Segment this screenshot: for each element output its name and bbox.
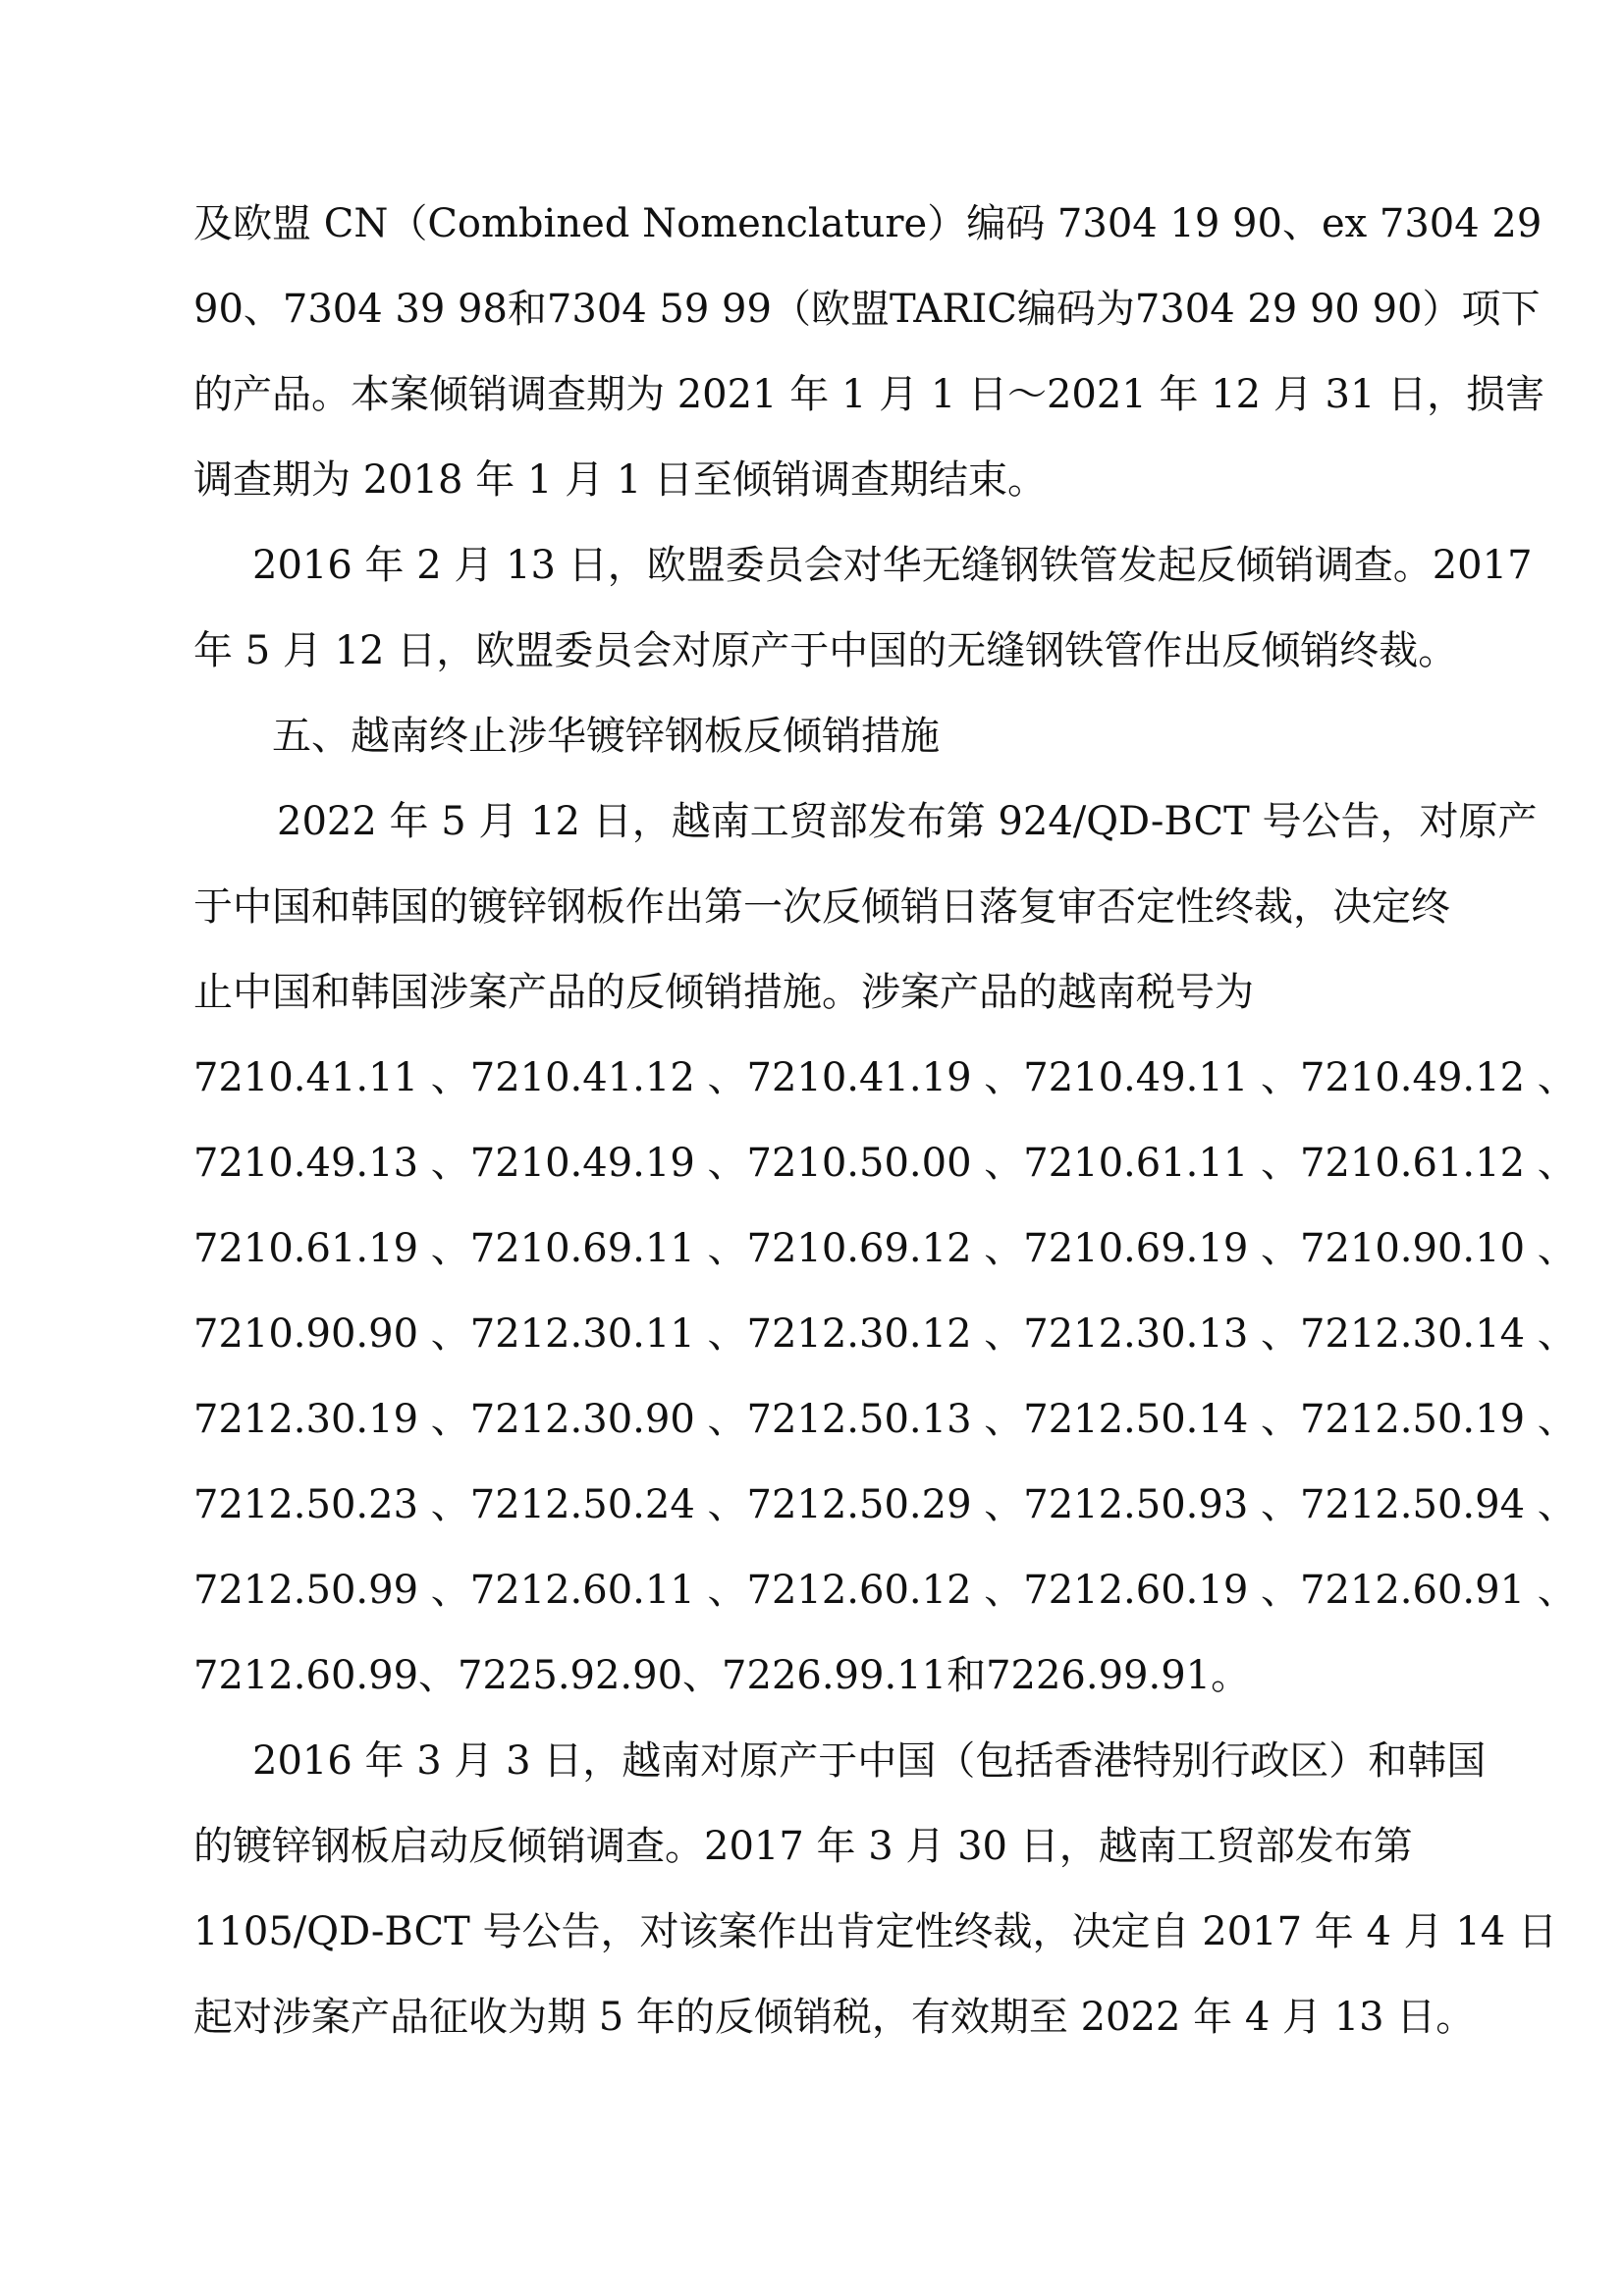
tariff-code: 7212.60.12 、 (746, 1568, 1024, 1613)
tariff-code: 7212.60.91 、 (1300, 1568, 1577, 1613)
section-heading: 五、越南终止涉华镀锌钢板反倾销措施 (272, 714, 940, 759)
tariff-code: 7210.49.13 、 (193, 1141, 470, 1186)
tariff-code: 7210.50.00 、 (746, 1141, 1024, 1186)
tariff-code: 7210.41.19 、 (746, 1055, 1024, 1100)
tariff-code: 7210.69.19 、 (1023, 1226, 1300, 1271)
tariff-code: 7210.69.12 、 (746, 1226, 1024, 1271)
tariff-code: 7210.90.10 、 (1300, 1226, 1577, 1271)
tariff-code: 7212.50.99 、 (193, 1568, 470, 1613)
tariff-code-row (193, 1050, 1577, 1105)
tariff-code-row (193, 1563, 1577, 1618)
tariff-code: 7212.50.24 、 (469, 1482, 747, 1527)
para3-line1: 2022 年 5 月 12 日，越南工贸部发布第 924/QD-BCT 号公告，对原产 (277, 799, 1538, 844)
tariff-code-row (193, 1477, 1577, 1532)
tariff-code-row (193, 1221, 1577, 1276)
tariff-code: 7212.30.13 、 (1023, 1311, 1300, 1357)
tariff-code: 7212.50.29 、 (746, 1482, 1024, 1527)
tariff-code: 7212.50.14 、 (1023, 1397, 1300, 1442)
tariff-code: 7210.61.19 、 (193, 1226, 470, 1271)
tariff-code: 7210.61.12 、 (1300, 1141, 1577, 1186)
tariff-code: 7210.90.90 、 (193, 1311, 470, 1357)
para4-line3: 1105/QD-BCT 号公告，对该案作出肯定性终裁，决定自 2017 年 4 月 14 日 (193, 1909, 1557, 1954)
tariff-code: 7210.49.12 、 (1300, 1055, 1577, 1100)
para3-line3: 止中国和韩国涉案产品的反倾销措施。涉案产品的越南税号为 (193, 970, 1254, 1015)
tariff-code: 7212.30.14 、 (1300, 1311, 1577, 1357)
para4-line4: 起对涉案产品征收为期 5 年的反倾销税，有效期至 2022 年 4 月 13 日。 (193, 1995, 1476, 2040)
tariff-code: 7212.50.93 、 (1023, 1482, 1300, 1527)
tariff-code: 7212.50.94 、 (1300, 1482, 1577, 1527)
tariff-code: 7212.30.19 、 (193, 1397, 470, 1442)
para1-line4: 调查期为 2018 年 1 月 1 日至倾销调查期结束。 (193, 457, 1047, 503)
tariff-code: 7210.41.11 、 (193, 1055, 470, 1100)
tariff-code: 7212.30.12 、 (746, 1311, 1024, 1357)
tariff-code: 7212.60.19 、 (1023, 1568, 1300, 1613)
para2-line1: 2016 年 2 月 13 日，欧盟委员会对华无缝钢铁管发起反倾销调查。2017 (252, 543, 1533, 588)
tariff-code-last-line: 7212.60.99、7225.92.90、7226.99.11和7226.99.91。 (193, 1653, 1251, 1698)
tariff-code: 7210.49.19 、 (469, 1141, 747, 1186)
tariff-code-row (193, 1136, 1577, 1191)
para1-line3: 的产品。本案倾销调查期为 2021 年 1 月 1 日～2021 年 12 月 31 日，损害 (193, 372, 1545, 417)
tariff-code: 7212.50.13 、 (746, 1397, 1024, 1442)
para1-line2: 90、7304 39 98和7304 59 99（欧盟TARIC编码为7304 29 90 90）项下 (193, 287, 1541, 332)
tariff-code: 7212.50.23 、 (193, 1482, 470, 1527)
tariff-code: 7210.69.11 、 (469, 1226, 747, 1271)
para4-line2: 的镀锌钢板启动反倾销调查。2017 年 3 月 30 日，越南工贸部发布第 (193, 1824, 1413, 1869)
tariff-code: 7212.50.19 、 (1300, 1397, 1577, 1442)
tariff-code: 7212.60.11 、 (469, 1568, 747, 1613)
tariff-code: 7210.41.12 、 (469, 1055, 747, 1100)
para1-line1: 及欧盟 CN（Combined Nomenclature）编码 7304 19 90、ex 7304 29 (193, 201, 1543, 246)
para4-line1: 2016 年 3 月 3 日，越南对原产于中国（包括香港特别行政区）和韩国 (252, 1738, 1487, 1784)
tariff-code-row (193, 1392, 1577, 1447)
tariff-code-row (193, 1307, 1577, 1362)
tariff-code: 7212.30.11 、 (469, 1311, 747, 1357)
tariff-code: 7210.49.11 、 (1023, 1055, 1300, 1100)
para2-line2: 年 5 月 12 日，欧盟委员会对原产于中国的无缝钢铁管作出反倾销终裁。 (193, 628, 1458, 673)
tariff-code: 7212.30.90 、 (469, 1397, 747, 1442)
para3-line2: 于中国和韩国的镀锌钢板作出第一次反倾销日落复审否定性终裁，决定终 (193, 884, 1450, 930)
tariff-code: 7210.61.11 、 (1023, 1141, 1300, 1186)
